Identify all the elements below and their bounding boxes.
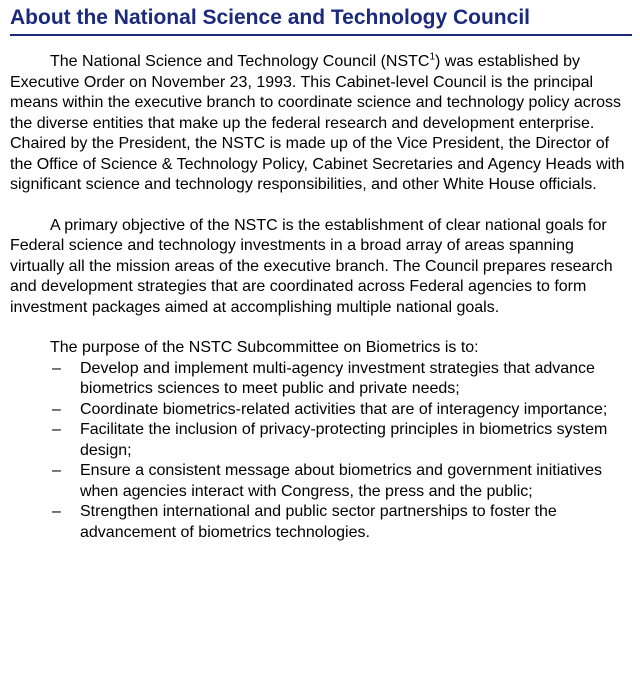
- document-page: [0, 5, 640, 678]
- purpose-item-text: Ensure a consistent message about biometrics and government initiatives when agencies interact with Congress, the press and the public;: [80, 462, 603, 500]
- purpose-list-item: [10, 461, 632, 502]
- purpose-list-item: [10, 400, 632, 421]
- purpose-item-text: Facilitate the inclusion of privacy-protecting principles in biometrics system design;: [80, 421, 608, 459]
- footnote-marker: 1: [429, 51, 436, 63]
- purpose-list: [10, 359, 632, 544]
- section-heading: About the National Science and Technology Council: [10, 5, 632, 36]
- dash-bullet: –: [52, 462, 61, 479]
- purpose-list-item: [10, 359, 632, 400]
- dash-bullet: –: [52, 400, 61, 418]
- purpose-item-text: Coordinate biometrics-related activities that are of interagency importance;: [80, 400, 608, 418]
- dash-bullet: –: [52, 359, 61, 377]
- paragraph-nstc-overview: [10, 52, 632, 196]
- purpose-list-item: [10, 420, 632, 461]
- paragraph-nstc-objective: A primary objective of the NSTC is the establishment of clear national goals for Federal science and technology investments in a broad array of areas spanning virtually all the mission areas of the executive branch. The Council prepares research and development strategies that are coordinated across Federal agencies to form investment packages aimed at accomplishing multiple national goals.: [10, 216, 613, 316]
- purpose-list-item: [10, 502, 632, 543]
- purpose-intro: The purpose of the NSTC Subcommittee on Biometrics is to:: [50, 339, 479, 356]
- purpose-item-text: Develop and implement multi-agency investment strategies that advance biometrics sciences to meet public and private needs;: [80, 359, 595, 397]
- paragraph-text-before-footnote: The National Science and Technology Council (NSTC: [50, 53, 430, 70]
- dash-bullet: –: [52, 421, 61, 438]
- dash-bullet: –: [52, 503, 61, 520]
- purpose-item-text: Strengthen international and public sector partnerships to foster the advancement of biometrics technologies.: [80, 503, 557, 541]
- paragraph-text-after-footnote: ) was established by Executive Order on November 23, 1993. This Cabinet-level Council is the principal means within the executive branch to coordinate science and technology policy across the diverse entities that make up the federal research and development enterprise. Chaired by the President, the NSTC is made up of the Vice President, the Director of the Office of Science & Technology Policy, Cabinet Secretaries and Agency Heads with significant science and technology responsibilities, and other White House officials.: [10, 53, 625, 193]
